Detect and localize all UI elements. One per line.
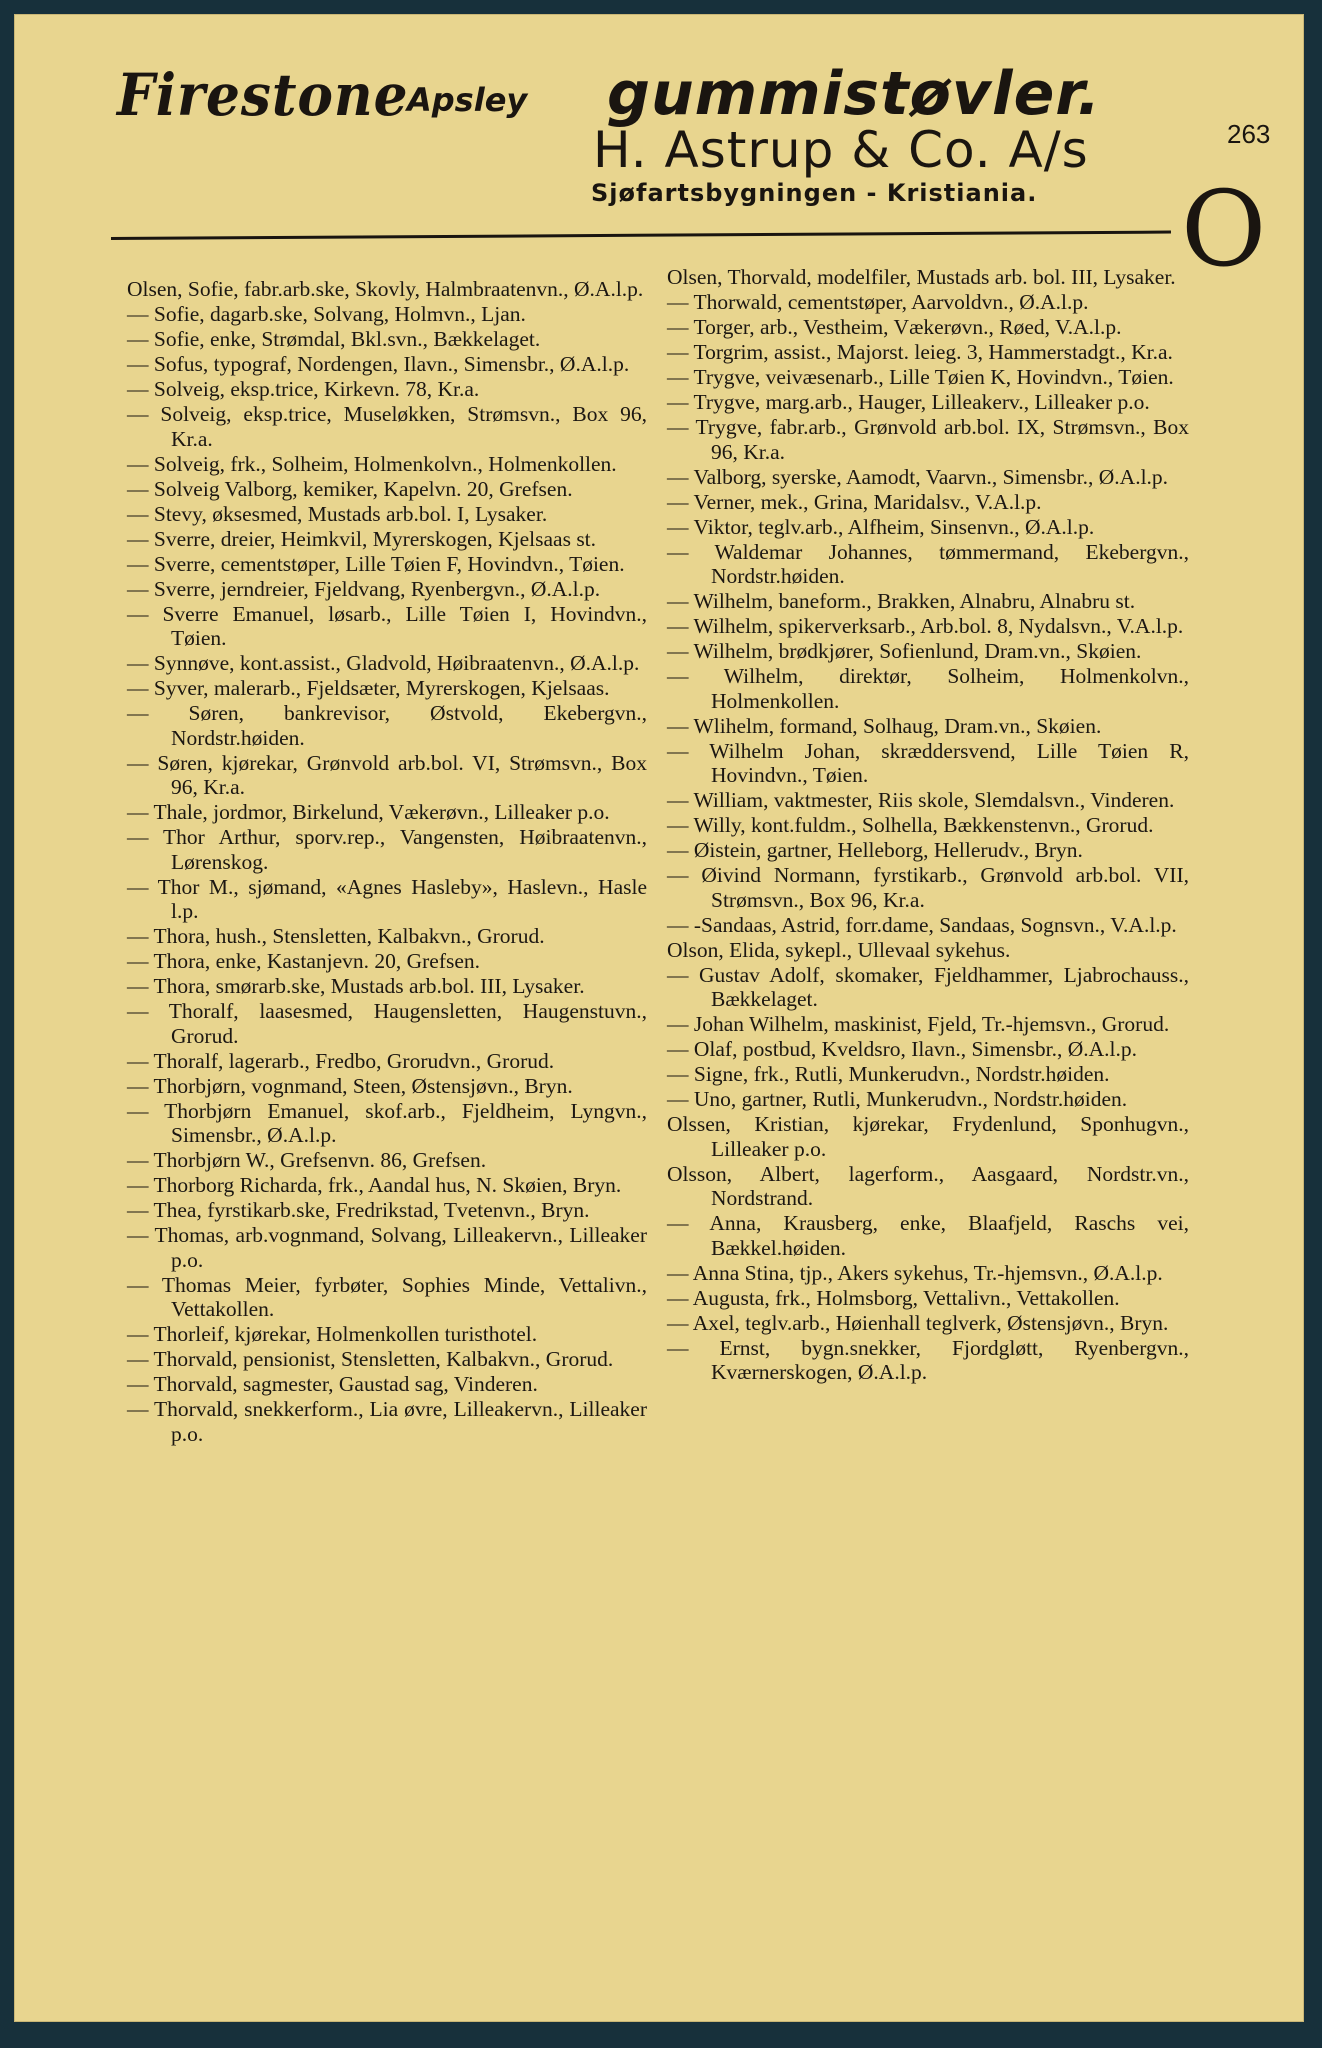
directory-entry: — Johan Wilhelm, maskinist, Fjeld, Tr.-hjemsvn., Grorud.	[667, 1012, 1170, 1036]
directory-entry: — Olaf, postbud, Kveldsro, Ilavn., Simensbr., Ø.A.l.p.	[667, 1037, 1137, 1061]
directory-entry: — Thorwald, cementstøper, Aarvoldvn., Ø.A.l.p.	[667, 290, 1089, 314]
ad-sub-brand: Apsley	[407, 81, 528, 119]
directory-entry: — Solveig, eksp.trice, Museløkken, Strømsvn., Box 96, Kr.a.	[127, 402, 647, 451]
directory-entry: — -Sandaas, Astrid, forr.dame, Sandaas, Sognsvn., V.A.l.p.	[667, 912, 1177, 937]
directory-entry: — William, vaktmester, Riis skole, Slemdalsvn., Vinderen.	[667, 788, 1175, 812]
directory-entry: — Gustav Adolf, skomaker, Fjeldhammer, Ljabrochauss., Bækkelaget.	[667, 962, 1189, 1011]
left-column	[127, 277, 647, 1447]
directory-entry: — Synnøve, kont.assist., Gladvold, Høibraatenvn., Ø.A.l.p.	[127, 651, 640, 675]
section-letter: O	[1181, 168, 1267, 290]
directory-entry: — Thorvald, snekkerform., Lia øvre, Lilleakervn., Lilleaker p.o.	[127, 1397, 647, 1446]
directory-entry: — Stevy, øksesmed, Mustads arb.bol. I, Lysaker.	[127, 501, 548, 526]
right-column	[667, 265, 1189, 1385]
directory-entry: — Solveig, frk., Solheim, Holmenkolvn., Holmenkollen.	[127, 451, 617, 476]
directory-entry: — Trygve, fabr.arb., Grønvold arb.bol. IX, Strømsvn., Box 96, Kr.a.	[667, 415, 1189, 464]
directory-entry: — Ernst, bygn.snekker, Fjordgløtt, Ryenbergvn., Kværnerskogen, Ø.A.l.p.	[667, 1335, 1189, 1384]
directory-entry: — Thora, smørarb.ske, Mustads arb.bol. III, Lysaker.	[127, 974, 585, 998]
ad-brand-firestone: Firestone	[117, 61, 409, 129]
directory-entry: — Trygve, veivæsenarb., Lille Tøien K, Hovindvn., Tøien.	[667, 365, 1174, 389]
directory-entry: — Viktor, teglv.arb., Alfheim, Sinsenvn., Ø.A.l.p.	[667, 514, 1095, 539]
directory-entry: — Solveig, eksp.trice, Kirkevn. 78, Kr.a.	[127, 377, 480, 401]
directory-entry: Olsen, Thorvald, modelfiler, Mustads arb. bol. III, Lysaker.	[667, 265, 1176, 289]
directory-entry: — Syver, malerarb., Fjeldsæter, Myrerskogen, Kjelsaas.	[127, 676, 610, 700]
directory-entry: — Thorleif, kjørekar, Holmenkollen turisthotel.	[127, 1322, 538, 1346]
directory-entry: — Sverre, cementstøper, Lille Tøien F, Hovindvn., Tøien.	[127, 551, 625, 576]
directory-entry: — Sverre, dreier, Heimkvil, Myrerskogen, Kjelsaas st.	[127, 526, 597, 551]
directory-entry: — Thorbjørn, vognmand, Steen, Østensjøvn., Bryn.	[127, 1073, 573, 1098]
directory-entry: — Thomas, arb.vognmand, Solvang, Lilleakervn., Lilleaker p.o.	[127, 1223, 647, 1272]
directory-entry: — Thoralf, laasesmed, Haugensletten, Haugenstuvn., Grorud.	[127, 999, 647, 1048]
directory-entry: — Wilhelm, direktør, Solheim, Holmenkolvn., Holmenkollen.	[667, 664, 1189, 713]
directory-entry: — Valborg, syerske, Aamodt, Vaarvn., Simensbr., Ø.A.l.p.	[667, 464, 1169, 489]
directory-entry: — Anna Stina, tjp., Akers sykehus, Tr.-hjemsvn., Ø.A.l.p.	[667, 1260, 1163, 1285]
directory-entry: — Torger, arb., Vestheim, Vækerøvn., Røed, V.A.l.p.	[667, 315, 1122, 339]
directory-entry: — Augusta, frk., Holmsborg, Vettalivn., Vettakollen.	[667, 1285, 1120, 1310]
directory-entry: — Axel, teglv.arb., Høienhall teglverk, Østensjøvn., Bryn.	[667, 1310, 1169, 1335]
directory-page	[14, 14, 1304, 2022]
directory-entry: Olsen, Sofie, fabr.arb.ske, Skovly, Halmbraatenvn., Ø.A.l.p.	[127, 277, 644, 301]
directory-entry: — Thor M., sjømand, «Agnes Hasleby», Haslevn., Hasle l.p.	[127, 874, 647, 923]
directory-entry: — Wlihelm, formand, Solhaug, Dram.vn., Skøien.	[667, 713, 1102, 738]
directory-entry: — Torgrim, assist., Majorst. leieg. 3, Hammerstadgt., Kr.a.	[667, 340, 1173, 364]
directory-entry: — Thorborg Richarda, frk., Aandal hus, N. Skøien, Bryn.	[127, 1173, 622, 1197]
directory-entry: Olson, Elida, sykepl., Ullevaal sykehus.	[667, 937, 1011, 962]
directory-entry: — Verner, mek., Grina, Maridalsv., V.A.l.p.	[667, 489, 1042, 514]
directory-entry: Olssen, Kristian, kjørekar, Frydenlund, Sponhugvn., Lilleaker p.o.	[667, 1112, 1189, 1161]
header-rule	[111, 231, 1171, 240]
directory-entry: — Thoralf, lagerarb., Fredbo, Grorudvn., Grorud.	[127, 1048, 555, 1073]
directory-entry: — Thorvald, sagmester, Gaustad sag, Vinderen.	[127, 1372, 538, 1396]
directory-entry: — Søren, kjørekar, Grønvold arb.bol. VI, Strømsvn., Box 96, Kr.a.	[127, 750, 647, 799]
directory-entry: — Øistein, gartner, Helleborg, Hellerudv., Bryn.	[667, 838, 1083, 862]
directory-entry: — Solveig Valborg, kemiker, Kapelvn. 20, Grefsen.	[127, 476, 573, 501]
directory-entry: — Wilhelm, spikerverksarb., Arb.bol. 8, Nydalsvn., V.A.l.p.	[667, 614, 1184, 638]
directory-entry: — Wilhelm, brødkjører, Sofienlund, Dram.vn., Skøien.	[667, 639, 1142, 663]
directory-entry: — Wilhelm Johan, skræddersvend, Lille Tøien R, Hovindvn., Tøien.	[667, 738, 1189, 787]
ad-company: H. Astrup & Co. A/s	[593, 121, 1089, 179]
directory-entry: — Thomas Meier, fyrbøter, Sophies Minde, Vettalivn., Vettakollen.	[127, 1272, 647, 1321]
directory-entry: — Sverre, jerndreier, Fjeldvang, Ryenbergvn., Ø.A.l.p.	[127, 576, 601, 601]
directory-entry: — Søren, bankrevisor, Østvold, Ekebergvn., Nordstr.høiden.	[127, 701, 647, 750]
directory-entry: — Sofus, typograf, Nordengen, Ilavn., Simensbr., Ø.A.l.p.	[127, 352, 630, 376]
directory-entry: — Thora, enke, Kastanjevn. 20, Grefsen.	[127, 949, 481, 973]
directory-entry: — Willy, kont.fuldm., Solhella, Bækkenstenvn., Grorud.	[667, 813, 1154, 837]
directory-entry: — Øivind Normann, fyrstikarb., Grønvold arb.bol. VII, Strømsvn., Box 96, Kr.a.	[667, 863, 1189, 912]
ad-address: Sjøfartsbygningen - Kristiania.	[591, 179, 1038, 207]
directory-entry: — Thora, hush., Stensletten, Kalbakvn., Grorud.	[127, 924, 545, 948]
directory-entry: — Sverre Emanuel, løsarb., Lille Tøien I, Hovindvn., Tøien.	[127, 601, 647, 650]
directory-entry: — Uno, gartner, Rutli, Munkerudvn., Nordstr.høiden.	[667, 1087, 1128, 1111]
directory-entry: — Thea, fyrstikarb.ske, Fredrikstad, Tvetenvn., Bryn.	[127, 1198, 590, 1222]
directory-entry: — Thorbjørn Emanuel, skof.arb., Fjeldheim, Lyngvn., Simensbr., Ø.A.l.p.	[127, 1098, 647, 1147]
directory-entry: — Thorvald, pensionist, Stensletten, Kalbakvn., Grorud.	[127, 1347, 614, 1371]
ad-product: gummistøvler.	[607, 59, 1102, 129]
directory-entry: — Waldemar Johannes, tømmermand, Ekebergvn., Nordstr.høiden.	[667, 539, 1189, 588]
page-number: 263	[1227, 119, 1271, 149]
directory-entry: — Thorbjørn W., Grefsenvn. 86, Grefsen.	[127, 1148, 487, 1172]
directory-entry: — Thale, jordmor, Birkelund, Vækerøvn., Lilleaker p.o.	[127, 800, 610, 824]
directory-entry: — Thor Arthur, sporv.rep., Vangensten, Høibraatenvn., Lørenskog.	[127, 825, 647, 874]
directory-entry: — Signe, frk., Rutli, Munkerudvn., Nordstr.høiden.	[667, 1062, 1110, 1086]
directory-entry: — Trygve, marg.arb., Hauger, Lilleakerv., Lilleaker p.o.	[667, 390, 1150, 414]
directory-entry: — Sofie, dagarb.ske, Solvang, Holmvn., Ljan.	[127, 302, 526, 326]
directory-entry: — Anna, Krausberg, enke, Blaafjeld, Raschs vei, Bækkel.høiden.	[667, 1211, 1189, 1260]
directory-entry: — Sofie, enke, Strømdal, Bkl.svn., Bækkelaget.	[127, 327, 541, 351]
directory-entry: Olsson, Albert, lagerform., Aasgaard, Nordstr.vn., Nordstrand.	[667, 1161, 1189, 1210]
directory-entry: — Wilhelm, baneform., Brakken, Alnabru, Alnabru st.	[667, 589, 1136, 613]
